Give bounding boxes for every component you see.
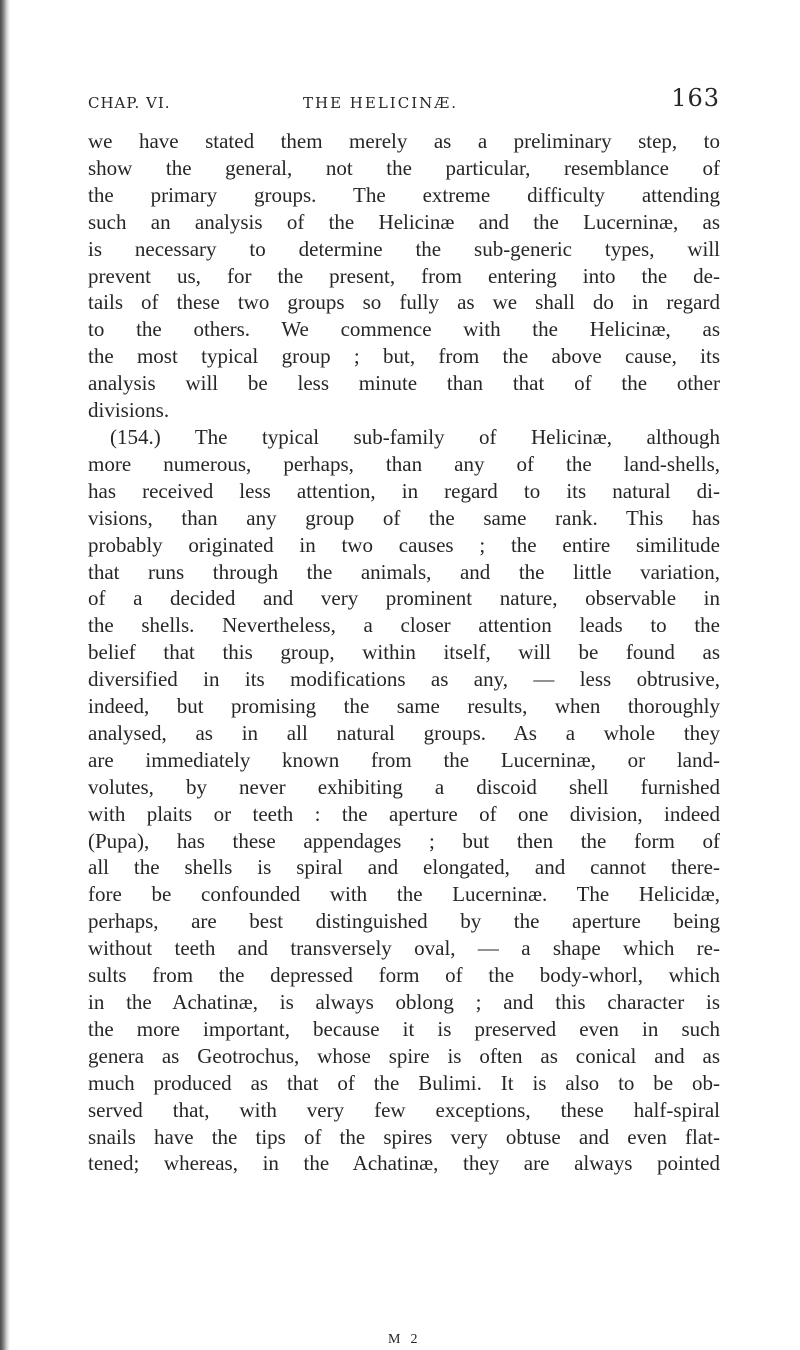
- text-line: of a decided and very prominent nature, observable in: [88, 586, 720, 611]
- page-number: 163: [671, 84, 720, 112]
- text-line: analysis will be less minute than that of the other: [88, 371, 720, 396]
- text-line: genera as Geotrochus, whose spire is often as conical and as: [88, 1043, 720, 1068]
- signature-letter: M: [388, 1332, 405, 1347]
- text-line: fore be confounded with the Lucerninæ. The Helicidæ,: [88, 882, 720, 907]
- running-header: [88, 80, 720, 112]
- signature-mark: [388, 1332, 427, 1348]
- text-line: the most typical group ; but, from the above cause, its: [88, 344, 720, 369]
- text-line: (154.) The typical sub-family of Helicinæ, although: [110, 424, 720, 449]
- text-line: has received less attention, in regard to its natural di-: [88, 478, 720, 503]
- text-line: prevent us, for the present, from entering into the de-: [88, 263, 720, 288]
- text-line: belief that this group, within itself, will be found as: [88, 640, 720, 665]
- running-title: THE HELICINÆ.: [303, 94, 459, 112]
- text-line: sults from the depressed form of the body-whorl, which: [88, 963, 720, 988]
- text-line: such an analysis of the Helicinæ and the Lucerninæ, as: [88, 209, 720, 234]
- text-line: to the others. We commence with the Helicinæ, as: [88, 317, 720, 342]
- text-line: that runs through the animals, and the little variation,: [88, 559, 720, 584]
- text-line: indeed, but promising the same results, when thoroughly: [88, 694, 720, 719]
- text-line: we have stated them merely as a preliminary step, to: [88, 129, 720, 153]
- text-line: with plaits or teeth : the aperture of one division, indeed: [88, 801, 720, 826]
- signature-number: 2: [410, 1332, 422, 1347]
- text-line: perhaps, are best distinguished by the aperture being: [88, 909, 720, 934]
- text-line: probably originated in two causes ; the entire similitude: [88, 532, 720, 557]
- text-line: is necessary to determine the sub-generic types, will: [88, 236, 720, 261]
- text-line: all the shells is spiral and elongated, and cannot there-: [88, 855, 720, 880]
- text-line: without teeth and transversely oval, — a shape which re-: [88, 936, 720, 961]
- text-line: more numerous, perhaps, than any of the land-shells,: [88, 451, 720, 476]
- text-line: (Pupa), has these appendages ; but then the form of: [88, 828, 720, 853]
- text-line: much produced as that of the Bulimi. It is also to be ob-: [88, 1070, 720, 1095]
- page-edge-shadow: [0, 0, 10, 1350]
- chapter-label: CHAP. VI.: [88, 94, 171, 112]
- text-line: the more important, because it is preserved even in such: [88, 1016, 720, 1041]
- text-line: the shells. Nevertheless, a closer attention leads to the: [88, 613, 720, 638]
- text-line: tails of these two groups so fully as we shall do in regard: [88, 290, 720, 315]
- text-line: visions, than any group of the same rank. This has: [88, 505, 720, 530]
- text-line: snails have the tips of the spires very obtuse and even flat-: [88, 1124, 720, 1149]
- text-line: tened; whereas, in the Achatinæ, they are always pointed: [88, 1151, 720, 1176]
- text-line: served that, with very few exceptions, these half-spiral: [88, 1097, 720, 1122]
- text-line: the primary groups. The extreme difficulty attending: [88, 182, 720, 207]
- body-text: [88, 128, 720, 1177]
- text-line: show the general, not the particular, resemblance of: [88, 155, 720, 180]
- text-line: analysed, as in all natural groups. As a whole they: [88, 720, 720, 745]
- text-line: are immediately known from the Lucerninæ, or land-: [88, 747, 720, 772]
- text-line: volutes, by never exhibiting a discoid shell furnished: [88, 774, 720, 799]
- text-line: divisions.: [88, 398, 170, 423]
- text-line: in the Achatinæ, is always oblong ; and this character is: [88, 990, 720, 1014]
- text-line: diversified in its modifications as any, — less obtrusive,: [88, 667, 720, 692]
